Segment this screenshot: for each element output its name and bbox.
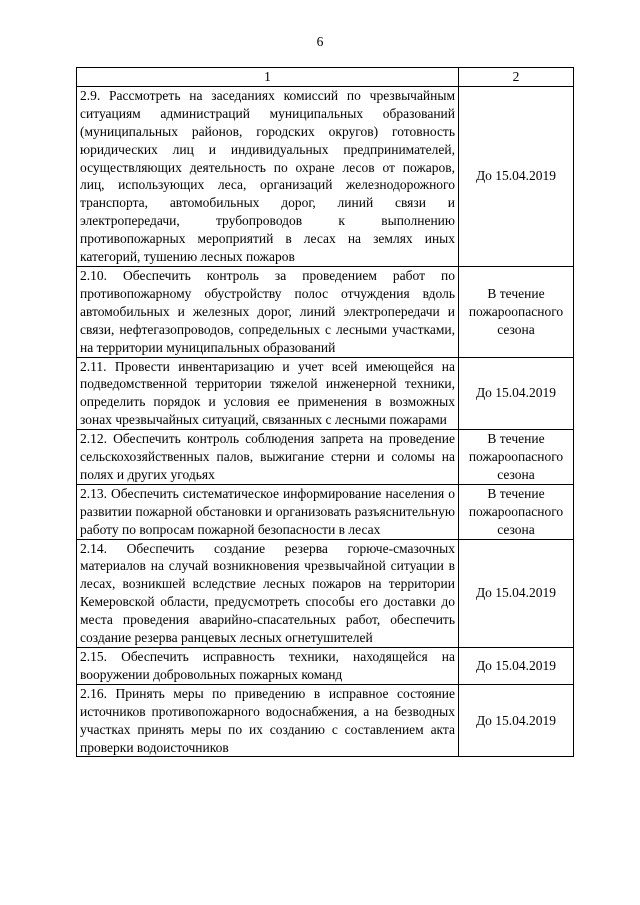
task-text: 2.12. Обеспечить контроль соблюдения запрета на проведение сельскохозяйственных палов, выжигание стерни и соломы на полях и других угодьях <box>77 430 459 485</box>
measures-table <box>76 67 574 757</box>
task-text: 2.14. Обеспечить создание резерва горюче-смазочных материалов на случай возникновения чрезвычайной ситуации в лесах, возникшей вследствие лесных пожаров на территории Кемеровской области, предусмотреть способы его доставки до места проведения аварийно-спасательных работ, обеспечить создание резерва ранцевых лесных огнетушителей <box>77 539 459 647</box>
task-text: 2.15. Обеспечить исправность техники, находящейся на вооружении добровольных пожарных команд <box>77 648 459 685</box>
deadline-text: До 15.04.2019 <box>459 357 574 430</box>
deadline-text: В течение пожароопасного сезона <box>459 484 574 539</box>
table-row <box>77 86 574 266</box>
column-header-1: 1 <box>77 68 459 87</box>
task-text: 2.13. Обеспечить систематическое информирование населения о развитии пожарной обстановки и организовать разъяснительную работу по вопросам пожарной безопасности в лесах <box>77 484 459 539</box>
table-row <box>77 539 574 647</box>
task-text: 2.16. Принять меры по приведению в исправное состояние источников противопожарного водоснабжения, а на безводных участках принять меры по их созданию с составлением акта проверки водоисточников <box>77 684 459 757</box>
deadline-text: До 15.04.2019 <box>459 539 574 647</box>
table-row <box>77 484 574 539</box>
table-row <box>77 684 574 757</box>
task-text: 2.9. Рассмотреть на заседаниях комиссий по чрезвычайным ситуациям администраций муниципальных образований (муниципальных районов, городских округов) готовность юридических лиц и индивидуальных предпринимателей, осуществляющих деятельность по охране лесов от пожаров, лиц, использующих леса, организаций железнодорожного транспорта, автомобильных дорог, линий связи и электропередачи, трубопроводов к выполнению противопожарных мероприятий в лесах на землях иных категорий, тушению лесных пожаров <box>77 86 459 266</box>
table-header-row <box>77 68 574 87</box>
page-number: 6 <box>316 34 324 49</box>
task-text: 2.11. Провести инвентаризацию и учет всей имеющейся на подведомственной территории тяжелой инженерной техники, определить порядок и условия ее применения в возможных зонах чрезвычайных ситуаций, связанных с лесными пожарами <box>77 357 459 430</box>
deadline-text: До 15.04.2019 <box>459 648 574 685</box>
deadline-text: В течение пожароопасного сезона <box>459 430 574 485</box>
table-row <box>77 357 574 430</box>
deadline-text: До 15.04.2019 <box>459 86 574 266</box>
column-header-2: 2 <box>459 68 574 87</box>
table-row <box>77 266 574 357</box>
table-row <box>77 430 574 485</box>
deadline-text: В течение пожароопасного сезона <box>459 266 574 357</box>
task-text: 2.10. Обеспечить контроль за проведением работ по противопожарному обустройству полос отчуждения вдоль автомобильных и железных дорог, линий электропередачи и связи, нефтегазопроводов, сопредельных с лесными участками, на территории муниципальных образований <box>77 266 459 357</box>
deadline-text: До 15.04.2019 <box>459 684 574 757</box>
table-row <box>77 648 574 685</box>
